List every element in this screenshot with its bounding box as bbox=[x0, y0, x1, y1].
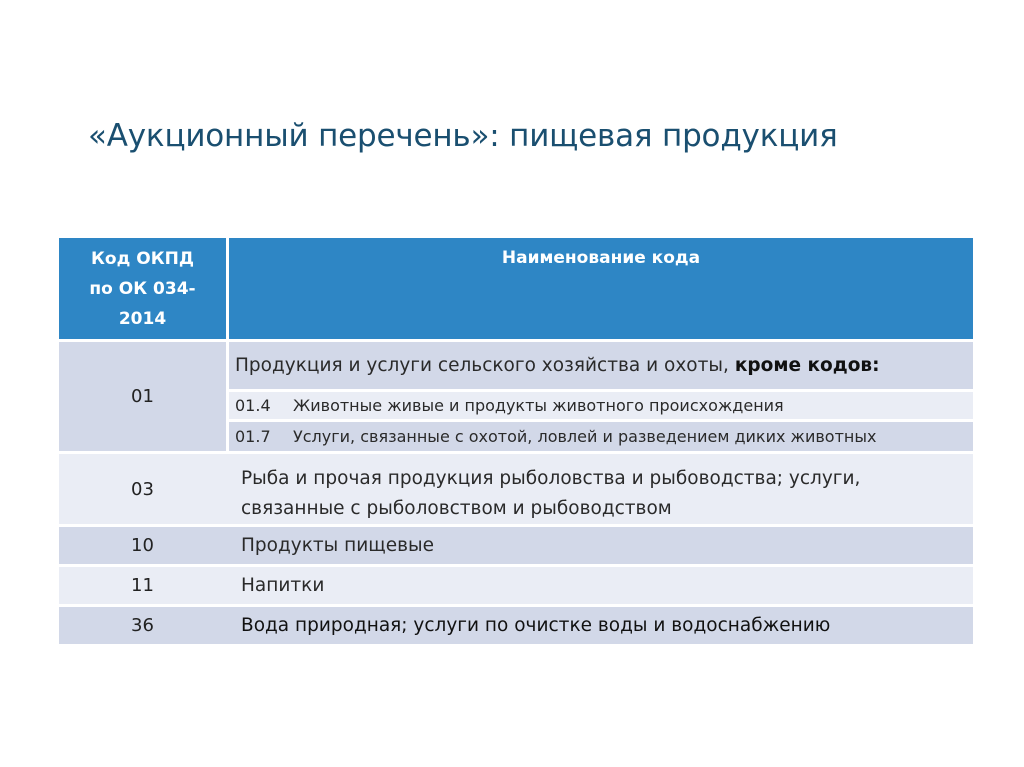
row03-text bbox=[229, 454, 973, 524]
table-header bbox=[59, 238, 973, 339]
header-code-line: 2014 bbox=[118, 308, 167, 329]
sub-text: Животные живые и продукты животного происхождения bbox=[293, 396, 784, 415]
row01-main-text bbox=[229, 342, 973, 389]
table-row-01 bbox=[59, 342, 973, 451]
sub-code: 01.7 bbox=[235, 427, 271, 446]
row03-line: связанные с рыболовством и рыбоводством bbox=[241, 498, 672, 519]
row-code: 01 bbox=[59, 342, 226, 451]
row-code: 10 bbox=[131, 535, 154, 556]
header-name-cell: Наименование кода bbox=[229, 238, 973, 339]
slide-title: «Аукционный перечень»: пищевая продукция bbox=[88, 118, 838, 154]
header-code-line: по ОК 034- bbox=[89, 278, 196, 299]
row01-main: Продукция и услуги сельского хозяйства и охоты, bbox=[235, 355, 729, 376]
okpd-table bbox=[59, 238, 973, 644]
row-text: Напитки bbox=[241, 575, 325, 596]
row01-main-bold: кроме кодов: bbox=[734, 355, 880, 376]
table-row-36 bbox=[59, 607, 973, 644]
header-code-cell bbox=[59, 238, 226, 339]
row-code: 03 bbox=[131, 478, 154, 500]
row01-sub-017 bbox=[229, 422, 973, 451]
row-text: Вода природная; услуги по очистке воды и водоснабжению bbox=[241, 615, 831, 636]
row03-line: Рыба и прочая продукция рыболовства и рыбоводства; услуги, bbox=[241, 468, 861, 489]
sub-code: 01.4 bbox=[235, 396, 271, 415]
row-code: 36 bbox=[131, 615, 154, 636]
table-row-10 bbox=[59, 527, 973, 564]
table-row-11 bbox=[59, 567, 973, 604]
sub-text: Услуги, связанные с охотой, ловлей и разведением диких животных bbox=[293, 427, 877, 446]
row-code: 11 bbox=[131, 575, 154, 596]
table-row-03 bbox=[59, 454, 973, 524]
row01-sub-014 bbox=[229, 392, 973, 419]
header-code-line: Код ОКПД bbox=[91, 248, 194, 269]
row-text: Продукты пищевые bbox=[241, 535, 434, 556]
